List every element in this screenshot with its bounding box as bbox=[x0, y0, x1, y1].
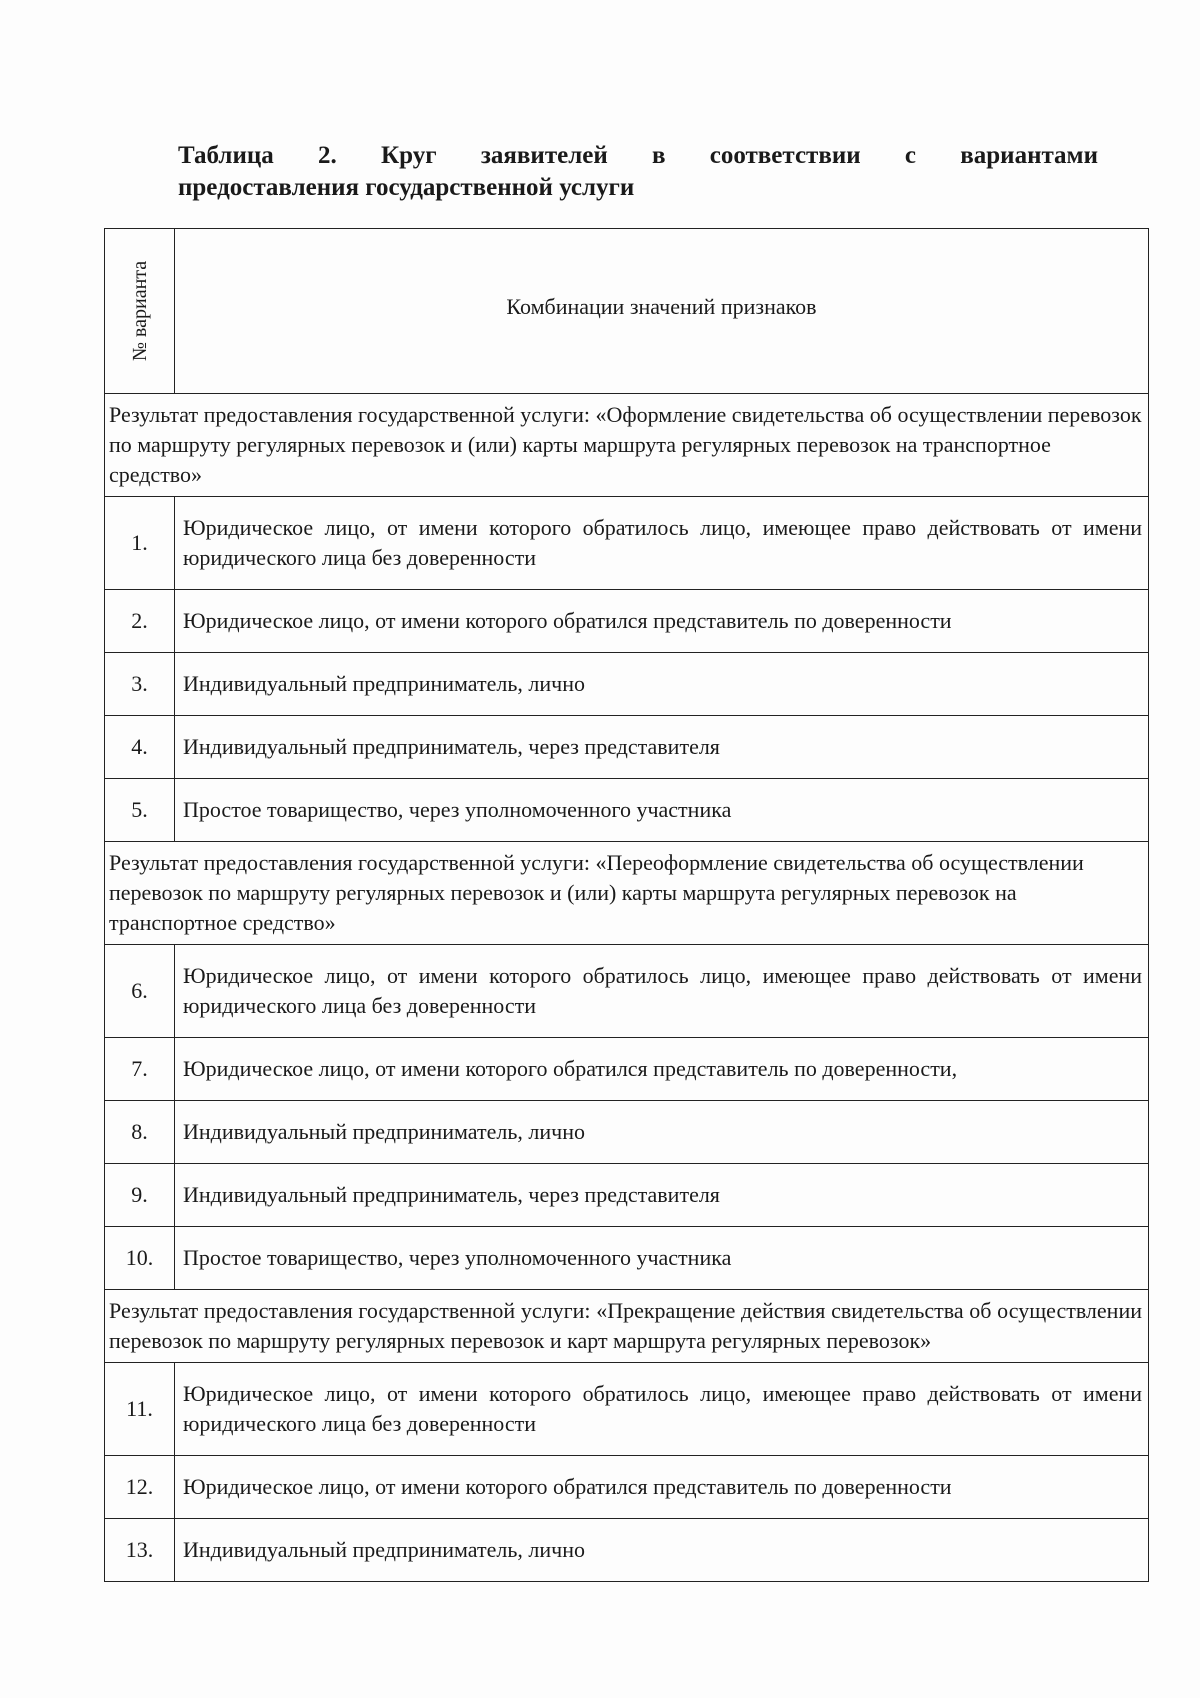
section-title: Результат предоставления государственной услуги: «Оформление свидетельства об осуществлении перевозок по маршруту регулярных перевозок и (или) карты маршрута регулярных перевозок на транспортное средство» bbox=[105, 394, 1149, 497]
variant-description: Простое товарищество, через уполномоченного участника bbox=[175, 1227, 1149, 1290]
section-title: Результат предоставления государственной услуги: «Прекращение действия свидетельства об осуществлении перевозок по маршруту регулярных перевозок и карт маршрута регулярных перевозок» bbox=[105, 1290, 1149, 1363]
table-caption bbox=[178, 140, 1098, 204]
variant-number: 8. bbox=[105, 1101, 175, 1164]
table-row bbox=[105, 1164, 1149, 1227]
variant-number: 10. bbox=[105, 1227, 175, 1290]
section-row bbox=[105, 842, 1149, 945]
applicants-table bbox=[104, 228, 1149, 1582]
header-combinations-label: Комбинации значений признаков bbox=[506, 294, 817, 319]
variant-number: 9. bbox=[105, 1164, 175, 1227]
variant-description: Юридическое лицо, от имени которого обратился представитель по доверенности, bbox=[175, 1038, 1149, 1101]
variant-number: 13. bbox=[105, 1519, 175, 1582]
variant-number: 3. bbox=[105, 653, 175, 716]
table-row bbox=[105, 1456, 1149, 1519]
variant-number: 11. bbox=[105, 1363, 175, 1456]
table-row bbox=[105, 1227, 1149, 1290]
table-row bbox=[105, 1101, 1149, 1164]
header-combinations bbox=[175, 229, 1149, 394]
table-row bbox=[105, 779, 1149, 842]
variant-description: Индивидуальный предприниматель, лично bbox=[175, 1519, 1149, 1582]
caption-line-1: Таблица 2. Круг заявителей в соответствии с вариантами bbox=[178, 142, 1098, 169]
table-row bbox=[105, 497, 1149, 590]
table-row bbox=[105, 1519, 1149, 1582]
header-variant-number-label: № варианта bbox=[128, 260, 151, 362]
table-row bbox=[105, 716, 1149, 779]
variant-description: Индивидуальный предприниматель, лично bbox=[175, 653, 1149, 716]
variant-number: 5. bbox=[105, 779, 175, 842]
variant-description: Юридическое лицо, от имени которого обратился представитель по доверенности bbox=[175, 1456, 1149, 1519]
caption-line-2: предоставления государственной услуги bbox=[178, 174, 635, 201]
variant-description: Юридическое лицо, от имени которого обратилось лицо, имеющее право действовать от имени юридического лица без доверенности bbox=[175, 497, 1149, 590]
variant-description: Юридическое лицо, от имени которого обратился представитель по доверенности bbox=[175, 590, 1149, 653]
table-row bbox=[105, 653, 1149, 716]
table-row bbox=[105, 1038, 1149, 1101]
variant-description: Индивидуальный предприниматель, через представителя bbox=[175, 716, 1149, 779]
section-row bbox=[105, 1290, 1149, 1363]
section-row bbox=[105, 394, 1149, 497]
table-header-row bbox=[105, 229, 1149, 394]
variant-description: Юридическое лицо, от имени которого обратилось лицо, имеющее право действовать от имени юридического лица без доверенности bbox=[175, 1363, 1149, 1456]
header-variant-number bbox=[105, 229, 175, 394]
variant-number: 4. bbox=[105, 716, 175, 779]
variant-number: 6. bbox=[105, 945, 175, 1038]
section-title: Результат предоставления государственной услуги: «Переоформление свидетельства об осуществлении перевозок по маршруту регулярных перевозок и (или) карты маршрута регулярных перевозок на транспортное средство» bbox=[105, 842, 1149, 945]
variant-number: 2. bbox=[105, 590, 175, 653]
variant-description: Индивидуальный предприниматель, лично bbox=[175, 1101, 1149, 1164]
table-row bbox=[105, 945, 1149, 1038]
table-row bbox=[105, 1363, 1149, 1456]
variant-description: Юридическое лицо, от имени которого обратилось лицо, имеющее право действовать от имени юридического лица без доверенности bbox=[175, 945, 1149, 1038]
table-row bbox=[105, 590, 1149, 653]
variant-number: 7. bbox=[105, 1038, 175, 1101]
variant-description: Индивидуальный предприниматель, через представителя bbox=[175, 1164, 1149, 1227]
variant-description: Простое товарищество, через уполномоченного участника bbox=[175, 779, 1149, 842]
variant-number: 12. bbox=[105, 1456, 175, 1519]
variant-number: 1. bbox=[105, 497, 175, 590]
